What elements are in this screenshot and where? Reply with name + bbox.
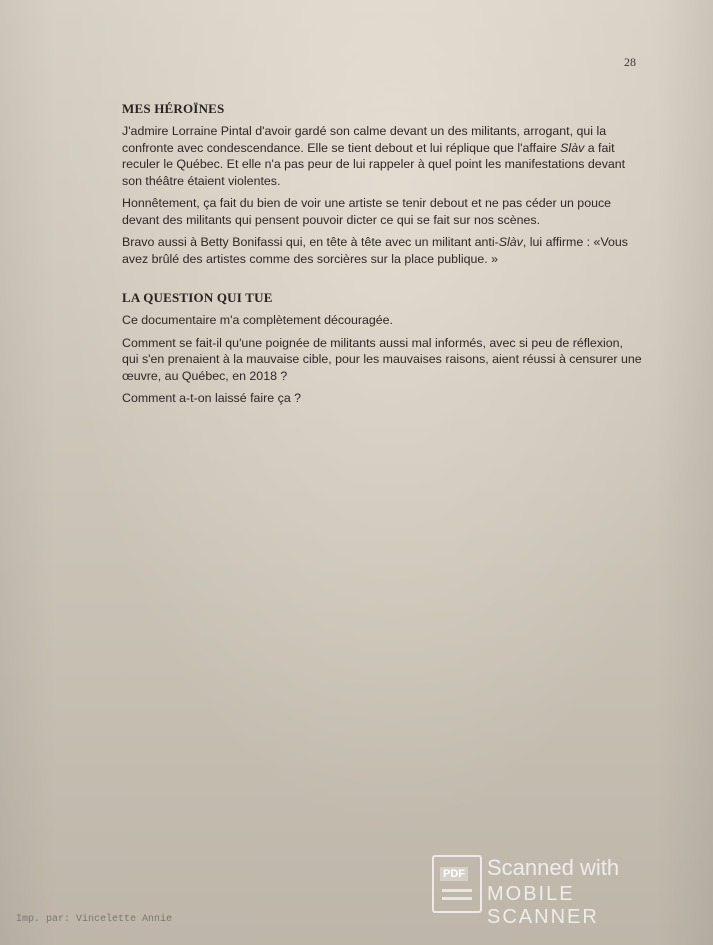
pdf-label: PDF bbox=[440, 867, 468, 881]
paragraph: J'admire Lorraine Pintal d'avoir gardé son calme devant un des militants, arrogant, qui la confronte avec condescendance. Elle se tient debout et lui réplique que l'affaire Slàv a fait reculer le Québec. Et elle n'a pas peur de lui rappeler à quel point les manifestations devant son théâtre étaient violentes. bbox=[122, 124, 626, 188]
paragraph: Comment se fait-il qu'une poignée de militants aussi mal informés, avec si peu de réflexion, qui s'en prenaient à la mauvaise cible, pour les mauvaises raisons, aient réussi à censurer une œuvre, au Québec, en 2018 ? bbox=[122, 335, 642, 383]
section-heading: MES HÉROÏNES bbox=[122, 101, 225, 116]
paragraph: Honnêtement, ça fait du bien de voir une artiste se tenir debout et ne pas céder un pouce devant des militants qui pensent pouvoir dicter ce qui se fait sur nos scènes. bbox=[122, 196, 612, 227]
scanner-watermark bbox=[432, 855, 682, 928]
section-mes-heroines bbox=[122, 101, 642, 273]
watermark-line1: Scanned with bbox=[487, 855, 620, 880]
print-footer: Imp. par: Vincelette Annie bbox=[16, 914, 173, 925]
section-la-question-qui-tue bbox=[122, 290, 642, 413]
section-heading: LA QUESTION QUI TUE bbox=[122, 290, 273, 305]
paragraph: Comment a-t-on laissé faire ça ? bbox=[122, 391, 302, 405]
pdf-document-icon bbox=[432, 855, 482, 913]
paragraph: Bravo aussi à Betty Bonifassi qui, en tête à tête avec un militant anti-Slàv, lui affirme : «Vous avez brûlé des artistes comme des sorcières sur la place publique. » bbox=[122, 235, 629, 266]
paragraph: Ce documentaire m'a complètement découragée. bbox=[122, 313, 393, 327]
page-number: 28 bbox=[624, 55, 636, 69]
watermark-line2: MOBILE SCANNER bbox=[487, 883, 599, 928]
